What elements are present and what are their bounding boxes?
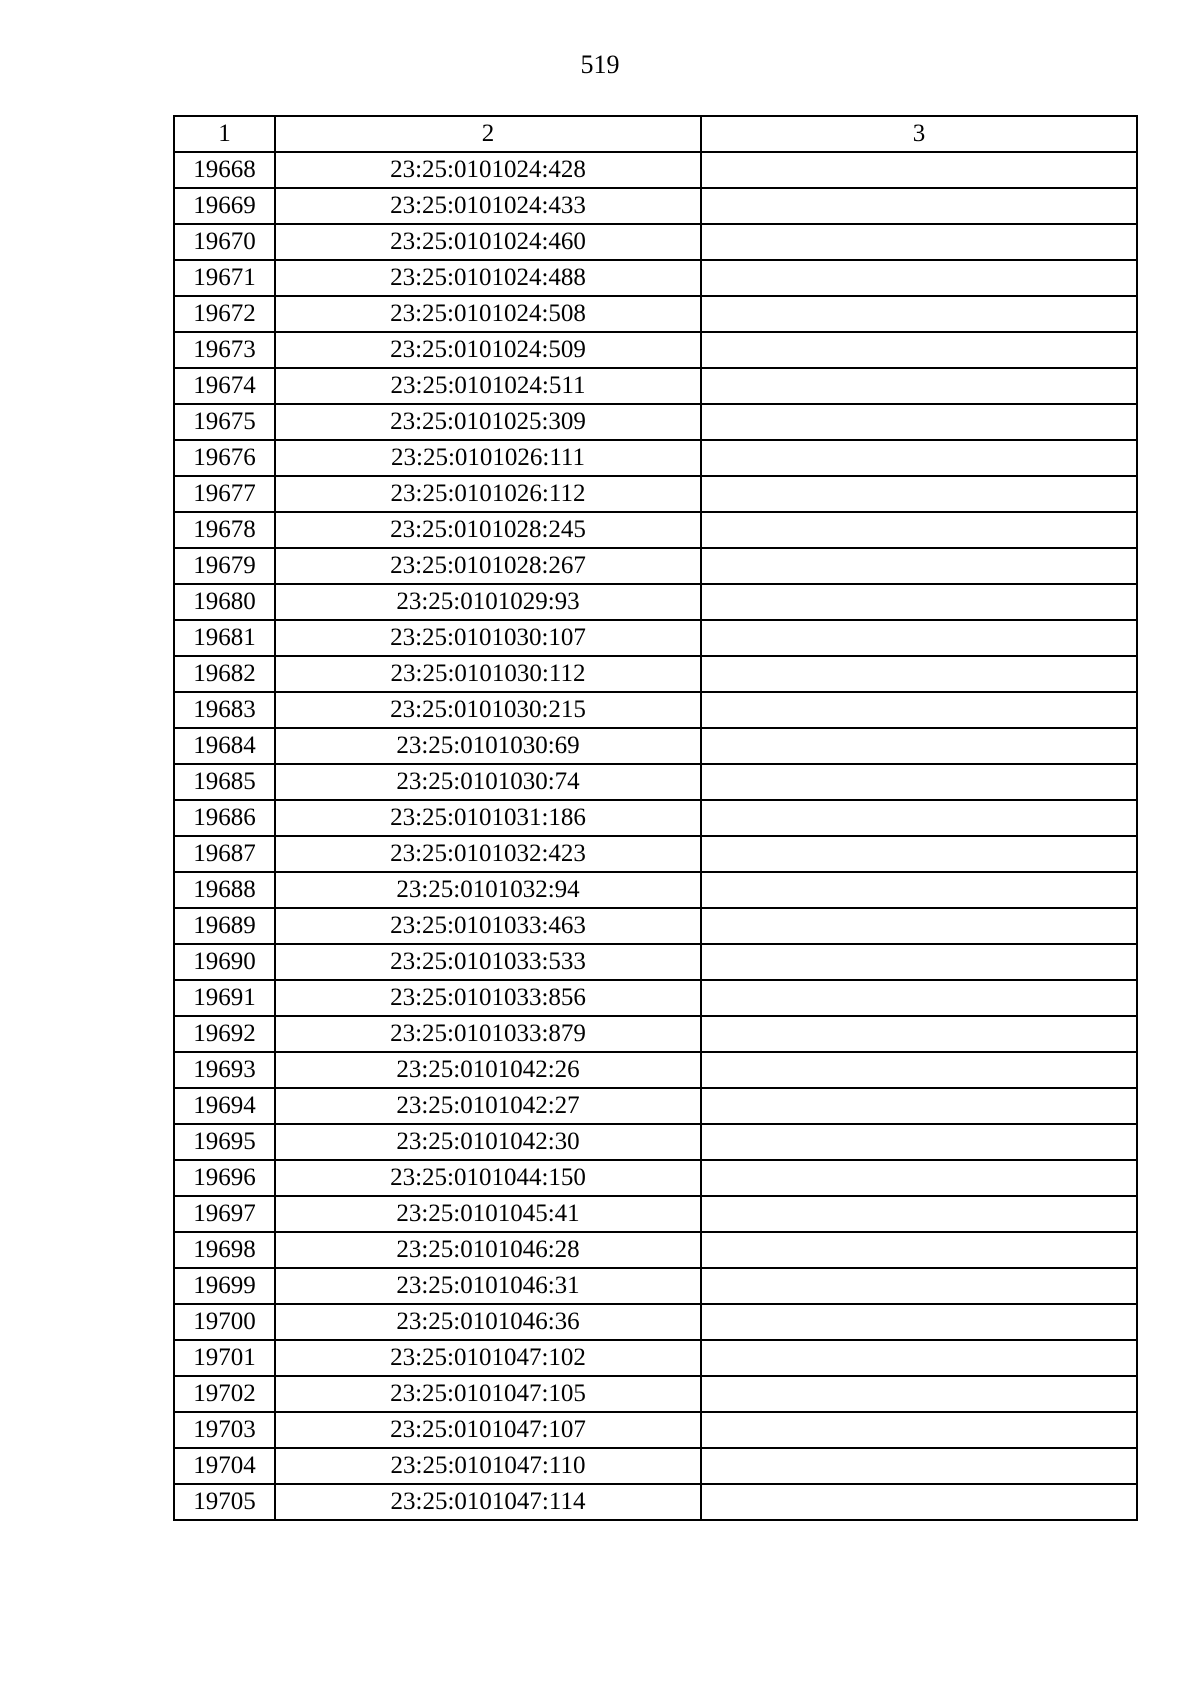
cadastral-number-cell: 23:25:0101030:215 [275, 692, 701, 728]
row-number-cell: 19689 [174, 908, 275, 944]
table-row [174, 836, 1137, 872]
table-row [174, 1232, 1137, 1268]
row-number-cell: 19703 [174, 1412, 275, 1448]
table-row [174, 1052, 1137, 1088]
row-number-cell: 19686 [174, 800, 275, 836]
table-row [174, 728, 1137, 764]
note-cell [701, 1412, 1137, 1448]
table-row [174, 152, 1137, 188]
table-row [174, 1268, 1137, 1304]
row-number-cell: 19699 [174, 1268, 275, 1304]
note-cell [701, 260, 1137, 296]
table-row [174, 1412, 1137, 1448]
table-row [174, 944, 1137, 980]
row-number-cell: 19673 [174, 332, 275, 368]
row-number-cell: 19676 [174, 440, 275, 476]
table-row [174, 1376, 1137, 1412]
note-cell [701, 440, 1137, 476]
cadastral-number-cell: 23:25:0101047:114 [275, 1484, 701, 1520]
cadastral-number-cell: 23:25:0101025:309 [275, 404, 701, 440]
cadastral-number-cell: 23:25:0101028:267 [275, 548, 701, 584]
note-cell [701, 1268, 1137, 1304]
cadastral-number-cell: 23:25:0101026:112 [275, 476, 701, 512]
cadastral-number-cell: 23:25:0101024:511 [275, 368, 701, 404]
table-row [174, 260, 1137, 296]
note-cell [701, 224, 1137, 260]
note-cell [701, 656, 1137, 692]
registry-table [173, 115, 1138, 1521]
table-row [174, 296, 1137, 332]
cadastral-number-cell: 23:25:0101042:30 [275, 1124, 701, 1160]
row-number-cell: 19674 [174, 368, 275, 404]
cadastral-number-cell: 23:25:0101046:31 [275, 1268, 701, 1304]
note-cell [701, 980, 1137, 1016]
cadastral-number-cell: 23:25:0101024:508 [275, 296, 701, 332]
table-row [174, 584, 1137, 620]
row-number-cell: 19684 [174, 728, 275, 764]
table-header-row [174, 116, 1137, 152]
row-number-cell: 19678 [174, 512, 275, 548]
table-row [174, 1160, 1137, 1196]
cadastral-number-cell: 23:25:0101033:856 [275, 980, 701, 1016]
note-cell [701, 1340, 1137, 1376]
table-row [174, 1304, 1137, 1340]
row-number-cell: 19682 [174, 656, 275, 692]
note-cell [701, 872, 1137, 908]
cadastral-number-cell: 23:25:0101028:245 [275, 512, 701, 548]
note-cell [701, 188, 1137, 224]
table-row [174, 800, 1137, 836]
table-row [174, 224, 1137, 260]
table-row [174, 1124, 1137, 1160]
note-cell [701, 1376, 1137, 1412]
table-row [174, 980, 1137, 1016]
column-header-1: 1 [174, 116, 275, 152]
cadastral-number-cell: 23:25:0101047:107 [275, 1412, 701, 1448]
note-cell [701, 296, 1137, 332]
note-cell [701, 908, 1137, 944]
table-row [174, 188, 1137, 224]
cadastral-number-cell: 23:25:0101033:879 [275, 1016, 701, 1052]
table-row [174, 872, 1137, 908]
column-header-3: 3 [701, 116, 1137, 152]
note-cell [701, 584, 1137, 620]
note-cell [701, 944, 1137, 980]
row-number-cell: 19692 [174, 1016, 275, 1052]
table-row [174, 908, 1137, 944]
cadastral-number-cell: 23:25:0101024:509 [275, 332, 701, 368]
note-cell [701, 836, 1137, 872]
table-row [174, 1484, 1137, 1520]
row-number-cell: 19695 [174, 1124, 275, 1160]
row-number-cell: 19698 [174, 1232, 275, 1268]
table-row [174, 332, 1137, 368]
table-row [174, 692, 1137, 728]
row-number-cell: 19670 [174, 224, 275, 260]
note-cell [701, 1448, 1137, 1484]
table-row [174, 1016, 1137, 1052]
row-number-cell: 19677 [174, 476, 275, 512]
cadastral-number-cell: 23:25:0101029:93 [275, 584, 701, 620]
cadastral-number-cell: 23:25:0101030:69 [275, 728, 701, 764]
table-body [174, 152, 1137, 1520]
note-cell [701, 1304, 1137, 1340]
cadastral-number-cell: 23:25:0101046:28 [275, 1232, 701, 1268]
row-number-cell: 19691 [174, 980, 275, 1016]
cadastral-number-cell: 23:25:0101030:107 [275, 620, 701, 656]
note-cell [701, 620, 1137, 656]
note-cell [701, 332, 1137, 368]
row-number-cell: 19702 [174, 1376, 275, 1412]
row-number-cell: 19680 [174, 584, 275, 620]
note-cell [701, 404, 1137, 440]
note-cell [701, 512, 1137, 548]
note-cell [701, 1484, 1137, 1520]
cadastral-number-cell: 23:25:0101024:428 [275, 152, 701, 188]
table-row [174, 764, 1137, 800]
row-number-cell: 19705 [174, 1484, 275, 1520]
table-row [174, 368, 1137, 404]
note-cell [701, 368, 1137, 404]
note-cell [701, 1196, 1137, 1232]
row-number-cell: 19700 [174, 1304, 275, 1340]
cadastral-number-cell: 23:25:0101047:110 [275, 1448, 701, 1484]
table-row [174, 1340, 1137, 1376]
cadastral-number-cell: 23:25:0101030:112 [275, 656, 701, 692]
note-cell [701, 1088, 1137, 1124]
row-number-cell: 19679 [174, 548, 275, 584]
note-cell [701, 1052, 1137, 1088]
table-row [174, 1088, 1137, 1124]
note-cell [701, 1124, 1137, 1160]
cadastral-number-cell: 23:25:0101046:36 [275, 1304, 701, 1340]
note-cell [701, 692, 1137, 728]
page-number: 519 [580, 50, 620, 79]
row-number-cell: 19672 [174, 296, 275, 332]
cadastral-number-cell: 23:25:0101031:186 [275, 800, 701, 836]
cadastral-number-cell: 23:25:0101044:150 [275, 1160, 701, 1196]
table-row [174, 440, 1137, 476]
table-row [174, 620, 1137, 656]
table-row [174, 1196, 1137, 1232]
row-number-cell: 19694 [174, 1088, 275, 1124]
row-number-cell: 19690 [174, 944, 275, 980]
row-number-cell: 19671 [174, 260, 275, 296]
cadastral-number-cell: 23:25:0101026:111 [275, 440, 701, 476]
note-cell [701, 1160, 1137, 1196]
row-number-cell: 19683 [174, 692, 275, 728]
cadastral-number-cell: 23:25:0101047:105 [275, 1376, 701, 1412]
table-row [174, 404, 1137, 440]
table-row [174, 548, 1137, 584]
cadastral-number-cell: 23:25:0101024:460 [275, 224, 701, 260]
row-number-cell: 19669 [174, 188, 275, 224]
table-row [174, 476, 1137, 512]
cadastral-number-cell: 23:25:0101042:26 [275, 1052, 701, 1088]
note-cell [701, 728, 1137, 764]
note-cell [701, 152, 1137, 188]
row-number-cell: 19675 [174, 404, 275, 440]
row-number-cell: 19693 [174, 1052, 275, 1088]
row-number-cell: 19697 [174, 1196, 275, 1232]
cadastral-number-cell: 23:25:0101033:533 [275, 944, 701, 980]
note-cell [701, 1232, 1137, 1268]
table-row [174, 1448, 1137, 1484]
cadastral-number-cell: 23:25:0101024:433 [275, 188, 701, 224]
note-cell [701, 800, 1137, 836]
cadastral-number-cell: 23:25:0101032:94 [275, 872, 701, 908]
row-number-cell: 19685 [174, 764, 275, 800]
row-number-cell: 19704 [174, 1448, 275, 1484]
row-number-cell: 19688 [174, 872, 275, 908]
row-number-cell: 19668 [174, 152, 275, 188]
note-cell [701, 476, 1137, 512]
cadastral-number-cell: 23:25:0101030:74 [275, 764, 701, 800]
row-number-cell: 19687 [174, 836, 275, 872]
cadastral-number-cell: 23:25:0101042:27 [275, 1088, 701, 1124]
cadastral-number-cell: 23:25:0101032:423 [275, 836, 701, 872]
row-number-cell: 19681 [174, 620, 275, 656]
row-number-cell: 19701 [174, 1340, 275, 1376]
row-number-cell: 19696 [174, 1160, 275, 1196]
cadastral-number-cell: 23:25:0101024:488 [275, 260, 701, 296]
cadastral-number-cell: 23:25:0101045:41 [275, 1196, 701, 1232]
table-row [174, 656, 1137, 692]
note-cell [701, 548, 1137, 584]
cadastral-number-cell: 23:25:0101033:463 [275, 908, 701, 944]
note-cell [701, 764, 1137, 800]
cadastral-number-cell: 23:25:0101047:102 [275, 1340, 701, 1376]
table-row [174, 512, 1137, 548]
note-cell [701, 1016, 1137, 1052]
column-header-2: 2 [275, 116, 701, 152]
